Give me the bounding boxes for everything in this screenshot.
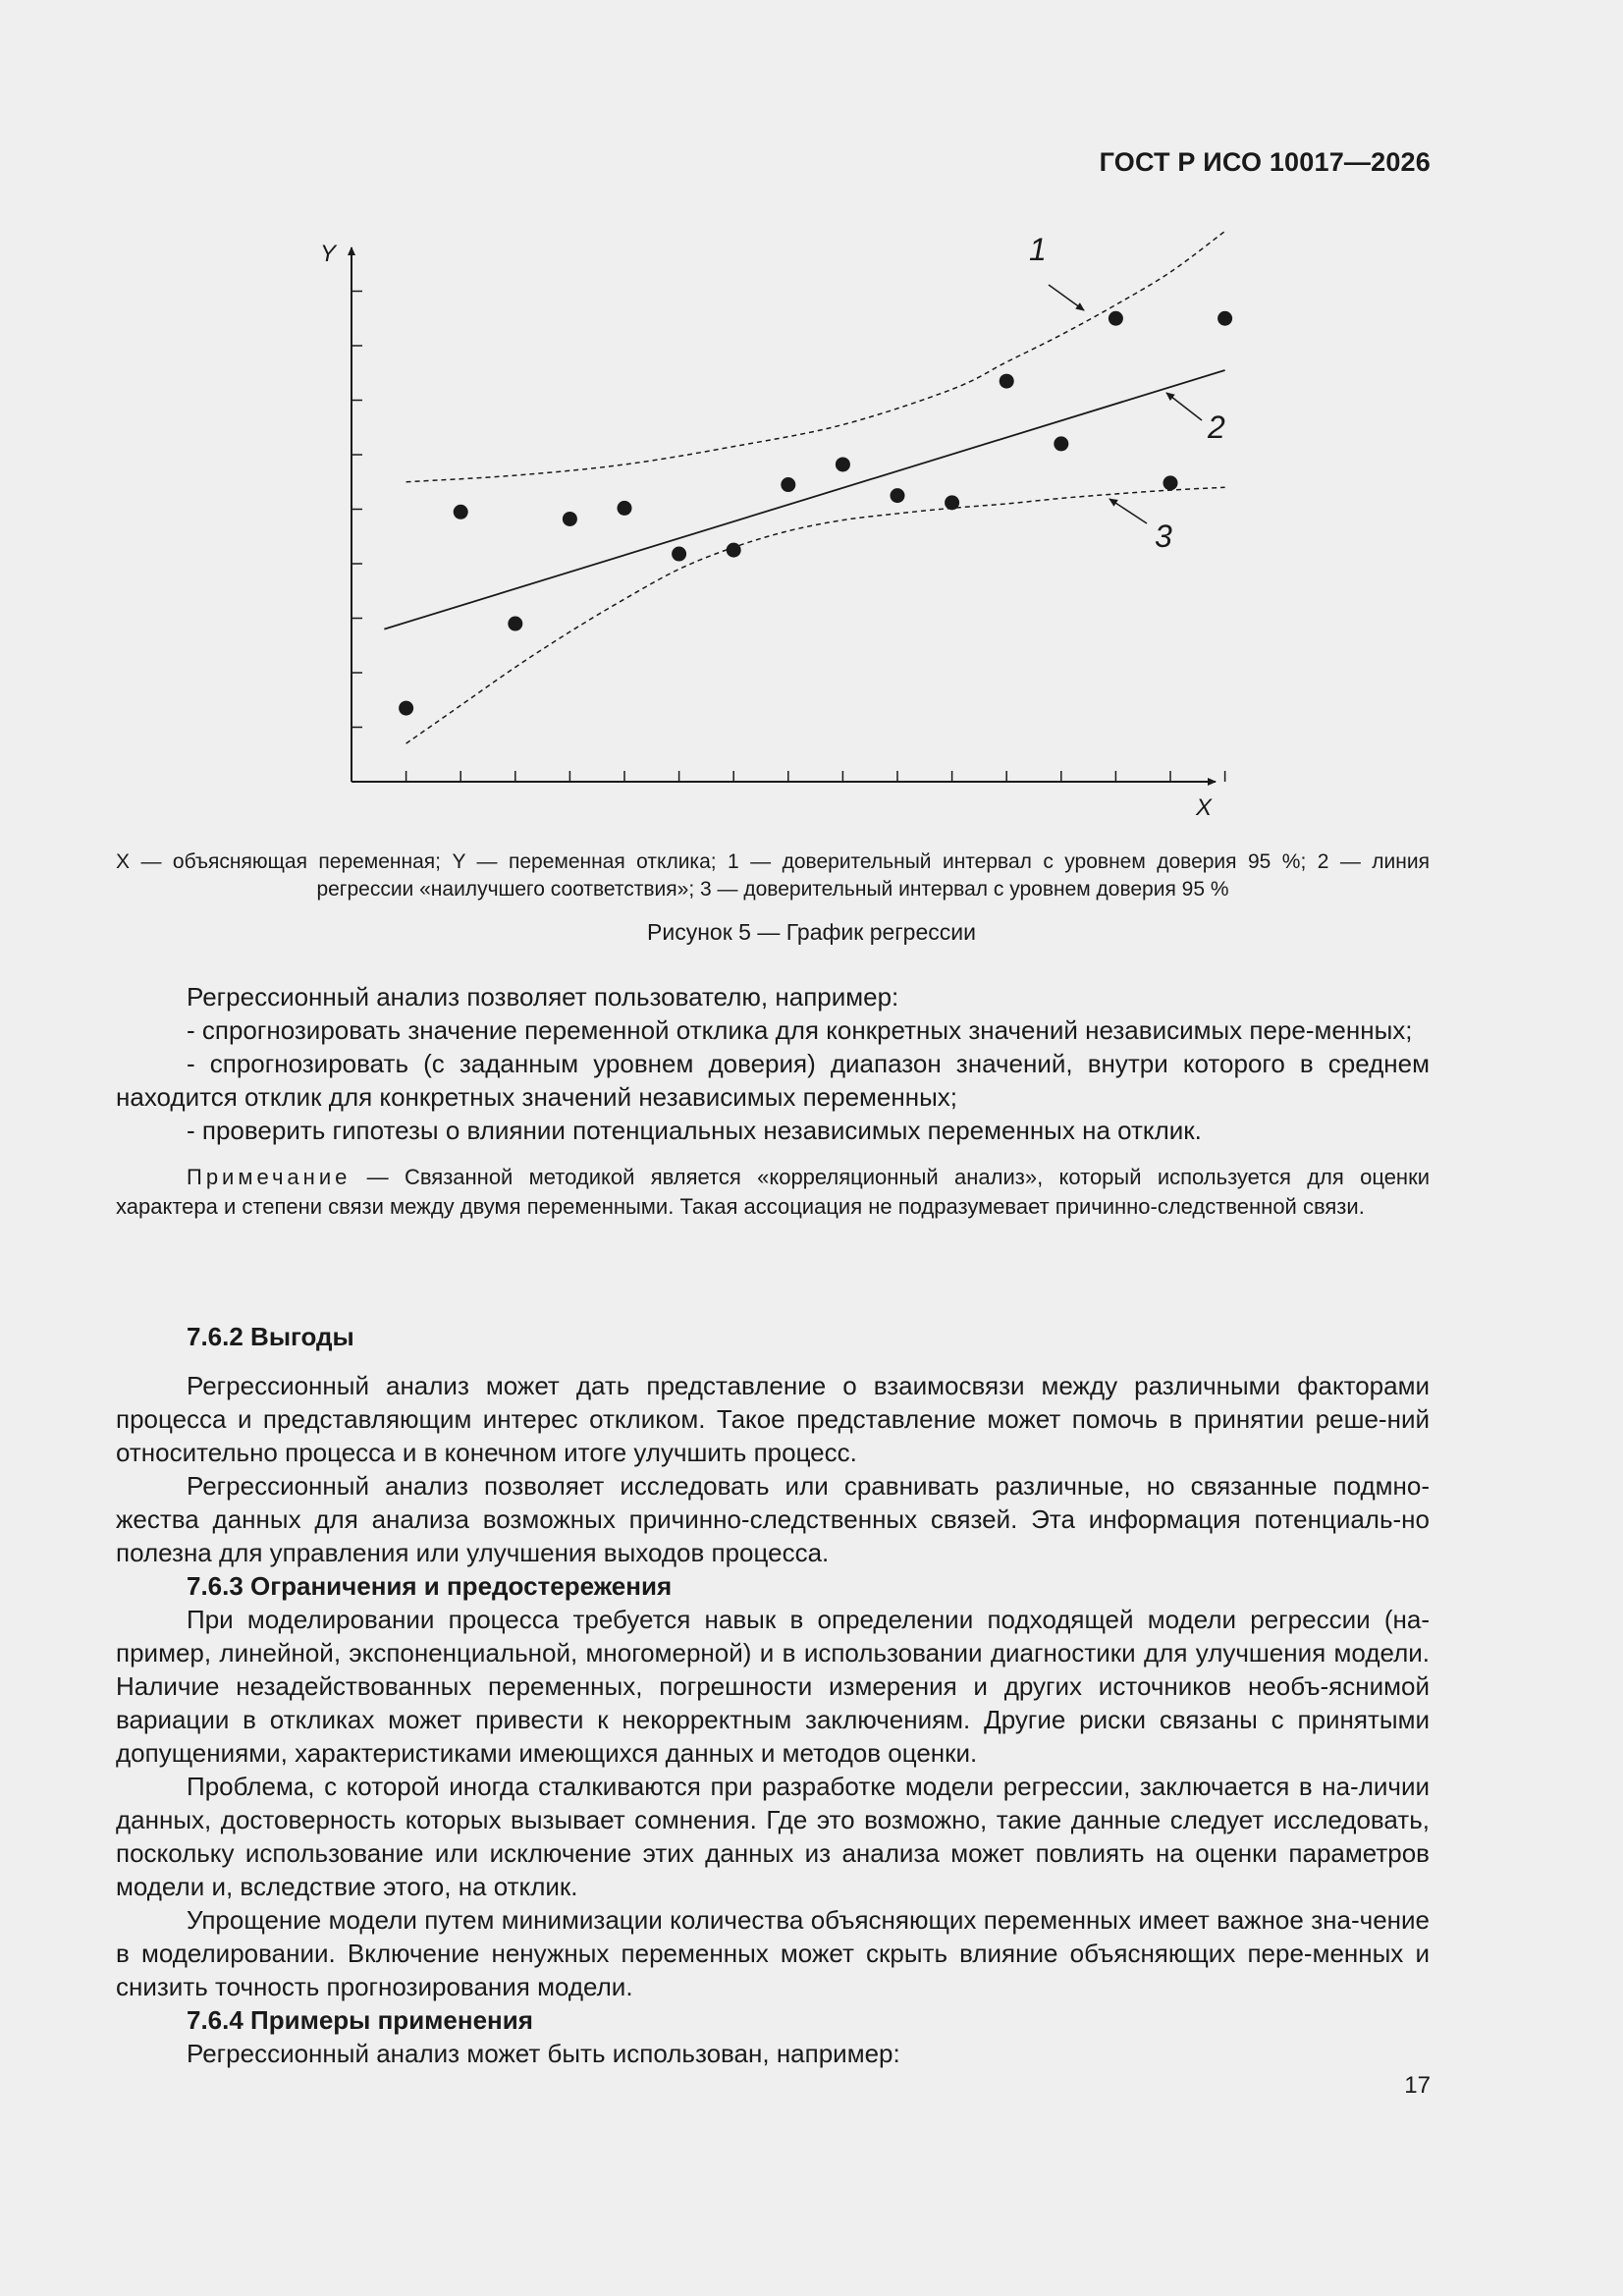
- figure-title: Рисунок 5 — График регрессии: [647, 919, 976, 945]
- annotation-2: 2: [1208, 410, 1225, 445]
- regression-chart: [0, 0, 1623, 845]
- data-points: [399, 311, 1232, 716]
- heading-7-6-2: 7.6.2 Выгоды: [187, 1322, 354, 1351]
- data-point: [1054, 436, 1068, 451]
- y-axis-label: Y: [320, 241, 337, 267]
- heading-7-6-3: 7.6.3 Ограничения и предостережения: [187, 1571, 673, 1601]
- bullet-3: - проверить гипотезы о влиянии потенциальных независимых переменных на отклик.: [187, 1116, 1202, 1145]
- paragraph-7-6-4-a: Регрессионный анализ может быть использован, например:: [187, 2039, 900, 2068]
- x-axis-label: X: [1196, 794, 1213, 821]
- lower-confidence-band: [406, 487, 1225, 743]
- data-point: [1109, 311, 1123, 326]
- data-point: [399, 701, 413, 716]
- figure-legend-line1: X — объясняющая переменная; Y — переменная отклика; 1 — доверительный интервал с уровнем доверия 95 %; 2 — линия: [116, 850, 1430, 873]
- bullet-1: - спрогнозировать значение переменной отклика для конкретных значений независимых пере-менных;: [187, 1015, 1413, 1045]
- data-point: [781, 477, 795, 492]
- data-point: [945, 495, 959, 510]
- paragraph-7-6-2-b: Регрессионный анализ позволяет исследовать или сравнивать различные, но связанные подмно-жества данных для анализа возможных причинно-следственных связей. Эта информация потенциаль-но полезна для управления или улучшения выходов процесса.: [116, 1471, 1430, 1567]
- data-point: [508, 617, 522, 631]
- paragraph-7-6-3-b: Проблема, с которой иногда сталкиваются при разработке модели регрессии, заключается в на-личии данных, достоверность которых вызывает сомнения. Где это возможно, такие данные следует исследовать, поскольку использование или исключение этих данных из анализа может повлиять на оценки параметров модели и, вследствие этого, на отклик.: [116, 1772, 1430, 1901]
- figure-legend-line2: регрессии «наилучшего соответствия»; 3 — доверительный интервал с уровнем доверия 95 %: [316, 878, 1229, 901]
- y-ticks: [352, 292, 362, 728]
- note-label: Примечание: [187, 1165, 352, 1189]
- paragraph-7-6-3-a: При моделировании процесса требуется навык в определении подходящей модели регрессии (на-пример, линейной, экспоненциальной, многомерной) и в использовании диагностики для улучшения модели. Наличие незадействованных переменных, погрешности измерения и других источников необъ-яснимой вариации в откликах может привести к некорректным заключениям. Другие риски связаны с принятыми допущениями, характеристиками имеющихся данных и методов оценки.: [116, 1605, 1430, 1768]
- data-point: [1163, 475, 1178, 490]
- annotation-3-arrow: [1109, 499, 1147, 523]
- page-number: 17: [1404, 2072, 1431, 2099]
- figure-legend: [116, 848, 1430, 903]
- heading-7-6-4: 7.6.4 Примеры применения: [187, 2005, 533, 2035]
- annotation-1-arrow: [1049, 285, 1084, 310]
- paragraph-intro: Регрессионный анализ позволяет пользователю, например:: [187, 982, 899, 1011]
- upper-confidence-band: [406, 231, 1225, 481]
- body-section-1: [116, 980, 1430, 1222]
- paragraph-7-6-2-a: Регрессионный анализ может дать представление о взаимосвязи между различными факторами процесса и представляющим интерес откликом. Такое представление может помочь в принятии реше-ний относительно процесса и в конечном итоге улучшить процесс.: [116, 1371, 1430, 1467]
- annotation-1: 1: [1029, 232, 1047, 267]
- data-point: [1217, 311, 1232, 326]
- data-point: [836, 457, 850, 471]
- data-point: [891, 488, 905, 503]
- bullet-2: - спрогнозировать (с заданным уровнем доверия) диапазон значений, внутри которого в среднем находится отклик для конкретных значений независимых переменных;: [116, 1049, 1430, 1112]
- data-point: [454, 505, 468, 519]
- data-point: [1000, 374, 1014, 389]
- note: [116, 1163, 1430, 1222]
- document-header: ГОСТ Р ИСО 10017—2026: [1099, 147, 1431, 177]
- annotation-3: 3: [1155, 519, 1172, 554]
- body-section-2: [116, 1320, 1430, 2070]
- note-text: — Связанной методикой является «корреляционный анализ», который используется для оценки характера и степени связи между двумя переменными. Такая ассоциация не подразумевает причинно-следственной связи.: [116, 1165, 1430, 1219]
- data-point: [672, 547, 686, 562]
- data-point: [618, 501, 632, 516]
- annotation-2-arrow: [1166, 393, 1202, 420]
- regression-line: [384, 370, 1224, 629]
- paragraph-7-6-3-c: Упрощение модели путем минимизации количества объясняющих переменных имеет важное зна-чение в моделировании. Включение ненужных переменных может скрыть влияние объясняющих пере-менных и снизить точность прогнозирования модели.: [116, 1905, 1430, 2001]
- data-point: [563, 512, 577, 526]
- x-ticks: [406, 771, 1225, 782]
- data-point: [727, 543, 741, 558]
